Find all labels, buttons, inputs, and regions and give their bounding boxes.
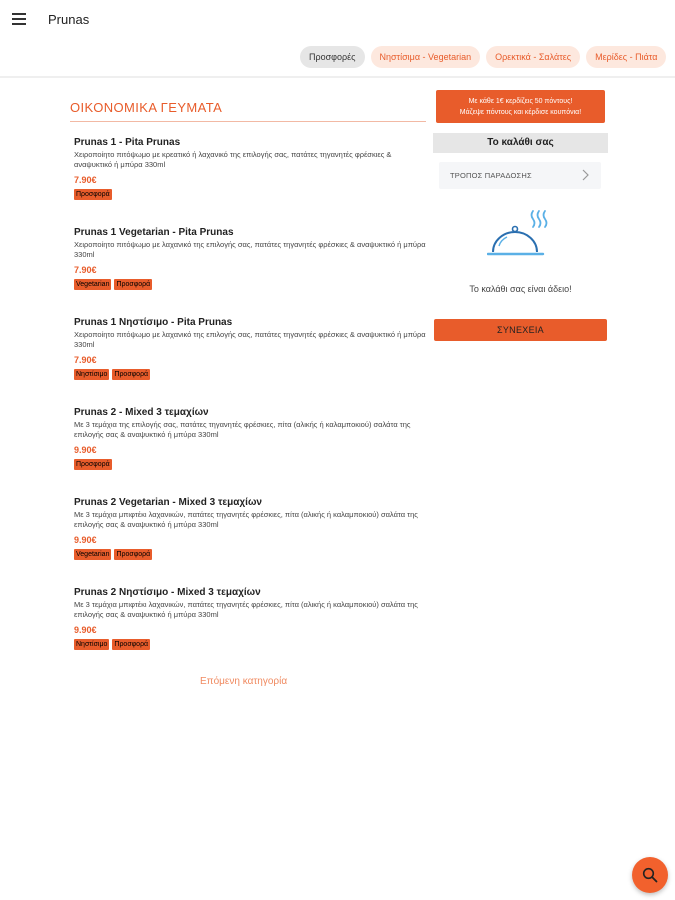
product-price: 7.90€ [74, 265, 97, 275]
product-item[interactable] [74, 587, 426, 650]
product-description: Με 3 τεμάχια μπιφτέκι λαχανικών, πατάτες τηγανητές φρέσκιες, πίτα (αλικής ή καλαμποκιού) σαλάτα της επιλογής σας & αναψυκτικό ή μπύρα 330ml [74, 600, 418, 619]
offer-badge: Προσφορά [116, 281, 151, 288]
product-price: 9.90€ [74, 625, 97, 635]
cart-title: Το καλάθι σας [433, 133, 608, 153]
product-description: Χειροποίητο πιτόψωμο με λαχανικό της επιλογής σας, πατάτες τηγανητές φρέσκιες & αναψυκτικό ή μπύρα 330ml [74, 240, 426, 259]
product-description: Χειροποίητο πιτόψωμο με κρεατικό ή λαχανικό της επιλογής σας, πατάτες τηγανητές φρέσκιες & αναψυκτικό ή μπύρα 330ml [74, 150, 392, 169]
search-button[interactable] [632, 857, 668, 893]
loyalty-promo-banner[interactable] [436, 90, 605, 123]
product-name: Prunas 1 Vegetarian - Pita Prunas [74, 227, 234, 238]
header-divider [0, 76, 675, 78]
fasting-badge: Νηστίσιμο [76, 641, 108, 648]
product-name: Prunas 1 - Pita Prunas [74, 137, 181, 148]
chip-starters-salads[interactable]: Ορεκτικά - Σαλάτες [486, 46, 580, 68]
vegetarian-badge: Vegetarian [76, 551, 110, 558]
product-name: Prunas 2 Νηστίσιμο - Mixed 3 τεμαχίων [74, 587, 261, 598]
category-underline [70, 121, 426, 122]
delivery-method-selector[interactable] [439, 162, 601, 189]
product-price: 9.90€ [74, 535, 97, 545]
product-item[interactable] [74, 407, 426, 470]
product-price: 7.90€ [74, 355, 97, 365]
chip-portions[interactable]: Μερίδες - Πιάτα [586, 46, 666, 68]
product-description: Με 3 τεμάχια μπιφτέκι λαχανικών, πατάτες τηγανητές φρέσκιες, πίτα (αλικής ή καλαμποκιού) σαλάτα της επιλογής σας & αναψυκτικό ή μπύρα 330ml [74, 510, 418, 529]
product-name: Prunas 1 Νηστίσιμο - Pita Prunas [74, 317, 233, 328]
delivery-method-label: ΤΡΟΠΟΣ ΠΑΡΑΔΟΣΗΣ [450, 171, 532, 180]
continue-button[interactable]: ΣΥΝΕΧΕΙΑ [434, 319, 607, 341]
menu-icon[interactable] [12, 13, 26, 25]
product-item[interactable] [74, 137, 426, 200]
category-chips [300, 46, 675, 68]
empty-cart-message: Το καλάθι σας είναι άδειο! [469, 284, 572, 294]
search-icon [642, 867, 658, 883]
promo-line-2: Μάζεψε πόντους και κέρδισε κουπόνια! [459, 109, 582, 116]
chip-vegetarian[interactable]: Νηστίσιμα - Vegetarian [371, 46, 481, 68]
fasting-badge: Νηστίσιμο [76, 371, 108, 378]
product-item[interactable] [74, 227, 426, 290]
product-name: Prunas 2 Vegetarian - Mixed 3 τεμαχίων [74, 497, 262, 508]
next-category-link[interactable]: Επόμενη κατηγορία [200, 676, 288, 687]
product-price: 7.90€ [74, 175, 97, 185]
app-title: Prunas [48, 12, 90, 27]
product-price: 9.90€ [74, 445, 97, 455]
chip-offers[interactable]: Προσφορές [300, 46, 365, 68]
promo-line-1: Με κάθε 1€ κερδίζεις 50 πόντους! [468, 98, 573, 105]
category-title: ΟΙΚΟΝΟΜΙΚΑ ΓΕΥΜΑΤΑ [70, 100, 223, 115]
offer-badge: Προσφορά [76, 191, 110, 198]
product-description: Χειροποίητο πιτόψωμο με λαχανικό της επιλογής σας, πατάτες τηγανητές φρέσκιες & αναψυκτικό ή μπύρα 330ml [74, 330, 426, 349]
chevron-right-icon [580, 169, 590, 181]
offer-badge: Προσφορά [114, 371, 149, 378]
vegetarian-badge: Vegetarian [76, 281, 110, 288]
offer-badge: Προσφορά [114, 641, 149, 648]
product-description: Με 3 τεμάχια της επιλογής σας, πατάτες τηγανητές φρέσκιες, πίτα (αλικής ή καλαμποκιού) σαλάτα της επιλογής σας & αναψυκτικό ή μπύρα 330ml [74, 420, 411, 439]
product-item[interactable] [74, 317, 426, 380]
cloche-icon [487, 208, 555, 260]
app-bar [0, 0, 675, 40]
offer-badge: Προσφορά [116, 551, 151, 558]
offer-badge: Προσφορά [76, 461, 110, 468]
product-name: Prunas 2 - Mixed 3 τεμαχίων [74, 407, 209, 418]
product-item[interactable] [74, 497, 426, 560]
